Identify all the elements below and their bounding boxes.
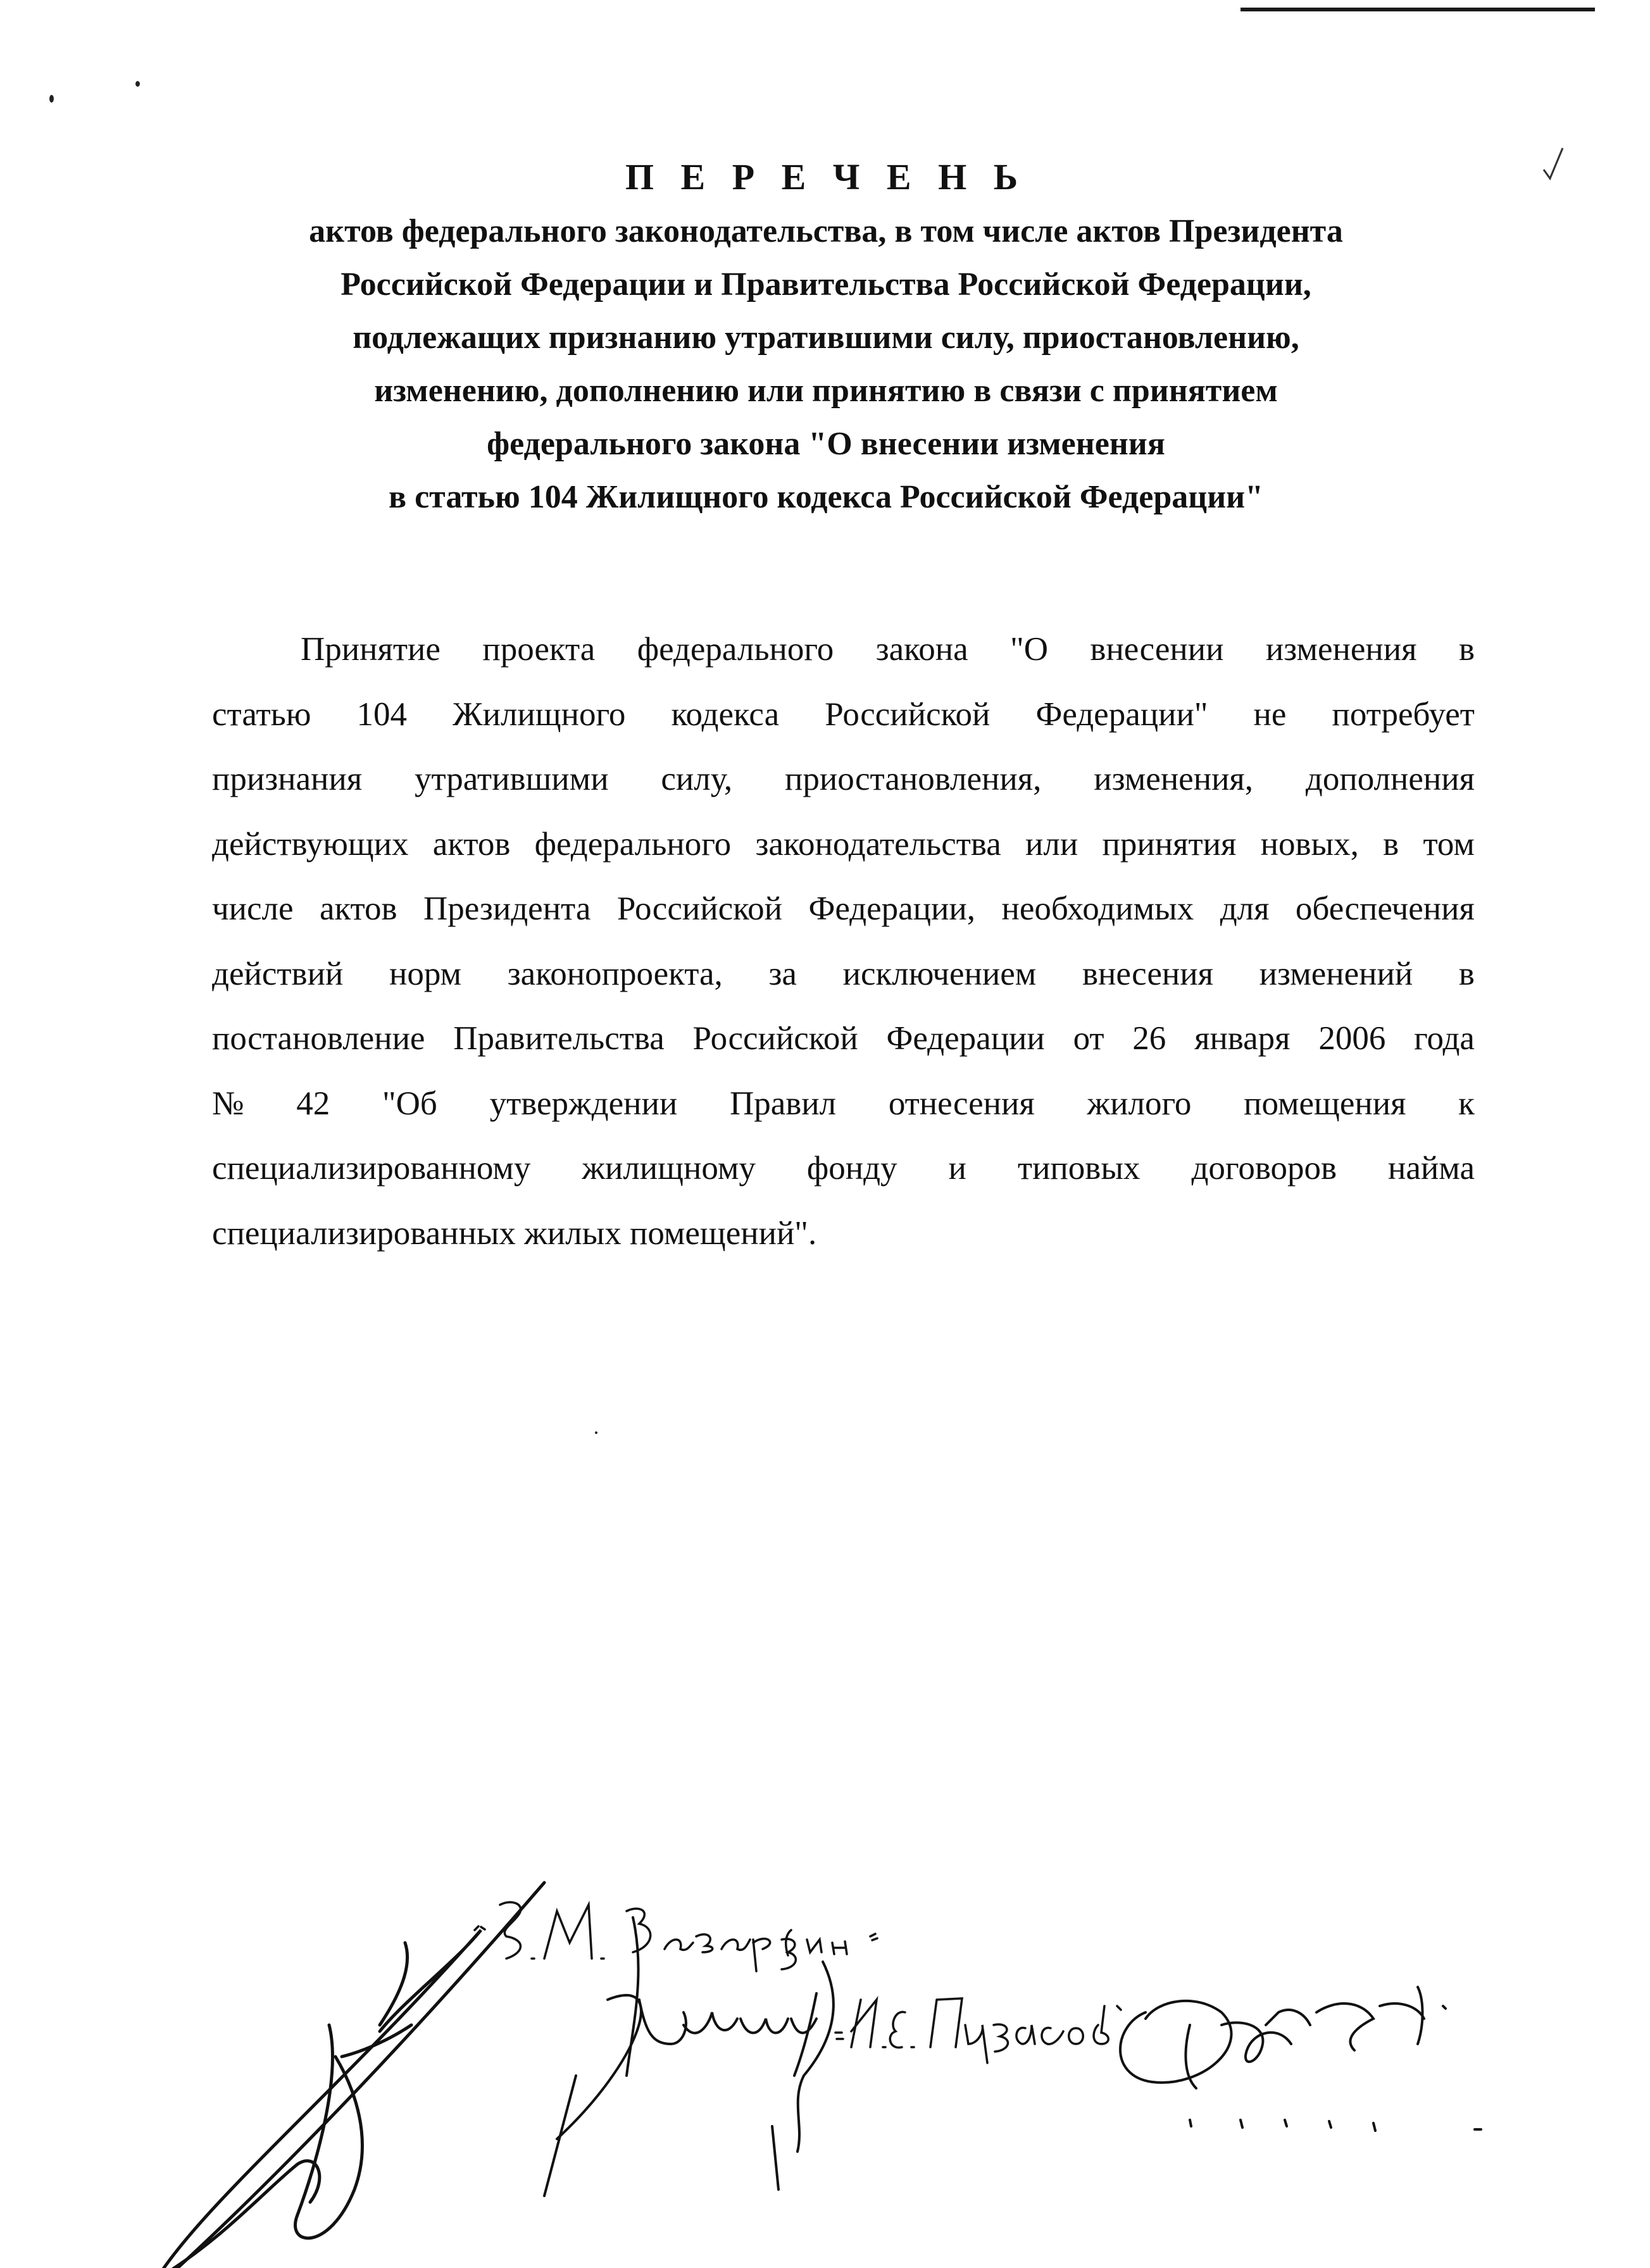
- signature-block: [0, 1835, 1650, 2268]
- body-word: изменений: [1259, 955, 1413, 992]
- body-word: "О: [1010, 631, 1048, 668]
- body-word: новых,: [1260, 825, 1359, 863]
- scan-speck: [49, 95, 54, 103]
- body-word: закона: [875, 631, 968, 668]
- body-word: Российской: [825, 695, 991, 733]
- body-word: января: [1194, 1020, 1291, 1057]
- scan-speck: [595, 1431, 597, 1434]
- body-word: обеспечения: [1295, 890, 1475, 927]
- body-paragraph: [212, 617, 1475, 1266]
- body-word: изменения: [1265, 631, 1417, 668]
- body-word: жилищному: [582, 1150, 756, 1187]
- body-word: от: [1073, 1020, 1104, 1057]
- body-word: специализированных жилых помещений".: [212, 1214, 817, 1252]
- body-word: актов: [432, 825, 511, 863]
- title-heading: П Е Р Е Ч Е Н Ь: [625, 156, 1027, 197]
- body-word: необходимых: [1001, 890, 1194, 927]
- body-line: [212, 1006, 1475, 1071]
- body-word: проекта: [482, 631, 596, 668]
- signature-right: [1120, 1987, 1481, 2131]
- check-mark-icon: [1541, 146, 1566, 184]
- body-word: законодательства: [755, 825, 1001, 863]
- body-line: [212, 876, 1475, 942]
- title-line: в статью 104 Жилищного кодекса Российской Федерации": [389, 479, 1263, 515]
- body-line: [212, 617, 1475, 682]
- body-word: изменения,: [1094, 761, 1254, 797]
- body-line: [212, 812, 1475, 877]
- body-word: числе: [212, 890, 294, 927]
- body-word: принятия: [1102, 825, 1237, 863]
- body-word: специализированному: [212, 1150, 531, 1187]
- signature-zavarzin: [146, 1883, 544, 2268]
- signature-puzanov: [544, 1917, 834, 2196]
- body-word: внесении: [1090, 631, 1224, 668]
- body-word: Федерации,: [808, 890, 976, 927]
- body-word: не: [1253, 695, 1287, 733]
- body-word: актов: [319, 890, 397, 927]
- body-word: 104: [356, 695, 408, 733]
- body-word: договоров: [1191, 1150, 1337, 1187]
- body-word: в: [1458, 955, 1475, 992]
- body-word: и: [948, 1150, 966, 1187]
- body-word: за: [768, 955, 797, 992]
- body-word: Российской: [692, 1020, 858, 1057]
- body-word: Федерации": [1035, 695, 1208, 733]
- body-word: Правительства: [453, 1020, 665, 1057]
- body-word: к: [1458, 1085, 1475, 1122]
- body-word: внесения: [1082, 955, 1213, 992]
- body-word: Федерации: [886, 1020, 1045, 1057]
- body-word: потребует: [1332, 695, 1475, 733]
- body-word: законопроекта,: [507, 955, 723, 992]
- document-title: [190, 152, 1462, 524]
- body-word: норм: [389, 955, 462, 992]
- body-word: 26: [1132, 1020, 1166, 1057]
- title-line: федерального закона "О внесении изменения: [487, 426, 1165, 462]
- body-word: исключением: [842, 955, 1037, 992]
- body-word: для: [1220, 890, 1270, 927]
- body-word: жилого: [1087, 1085, 1192, 1122]
- body-word: Российской: [616, 890, 783, 927]
- body-word: №: [212, 1085, 244, 1122]
- body-word: 42: [296, 1085, 330, 1122]
- signature-name-zavarzin: [475, 1902, 877, 1971]
- body-word: силу,: [661, 761, 733, 797]
- body-word: в: [1383, 825, 1399, 863]
- body-line: [212, 1071, 1475, 1137]
- body-word: помещения: [1244, 1085, 1406, 1122]
- body-word: в: [1458, 631, 1475, 668]
- body-word: года: [1414, 1020, 1475, 1057]
- body-line: [212, 1136, 1475, 1201]
- body-word: дополнения: [1305, 761, 1475, 797]
- body-word: федерального: [637, 631, 834, 668]
- body-word: Принятие: [301, 631, 441, 668]
- title-line: актов федерального законодательства, в том числе актов Президента: [309, 213, 1343, 249]
- body-word: утверждении: [489, 1085, 678, 1122]
- body-word: Правил: [729, 1085, 837, 1122]
- body-word: признания: [212, 761, 363, 797]
- body-word: действующих: [212, 825, 409, 863]
- body-line: [212, 682, 1475, 747]
- body-word: кодекса: [671, 695, 780, 733]
- body-word: том: [1423, 825, 1475, 863]
- scan-edge-line: [1241, 8, 1595, 11]
- scan-speck: [135, 81, 140, 87]
- body-word: статью: [212, 695, 311, 733]
- title-line: изменению, дополнению или принятию в связи с принятием: [374, 373, 1278, 409]
- body-word: приостановления,: [784, 761, 1042, 797]
- body-word: "Об: [382, 1085, 437, 1122]
- body-word: фонду: [806, 1150, 897, 1187]
- body-word: найма: [1388, 1150, 1475, 1187]
- body-word: действий: [212, 955, 344, 992]
- body-word: Президента: [423, 890, 591, 927]
- body-word: федерального: [534, 825, 732, 863]
- handwritten-signatures: [0, 1835, 1650, 2268]
- body-line: [212, 942, 1475, 1007]
- body-line: [212, 1201, 1475, 1266]
- body-word: утратившими: [414, 761, 609, 797]
- body-word: 2006: [1318, 1020, 1386, 1057]
- signature-name-puzanov: [835, 1998, 1121, 2063]
- title-line: Российской Федерации и Правительства Российской Федерации,: [341, 266, 1311, 302]
- body-line: [212, 747, 1475, 812]
- body-word: отнесения: [888, 1085, 1035, 1122]
- body-word: Жилищного: [453, 695, 626, 733]
- body-word: или: [1025, 825, 1078, 863]
- title-line: подлежащих признанию утратившими силу, приостановлению,: [353, 320, 1299, 356]
- body-word: постановление: [212, 1020, 425, 1057]
- body-word: типовых: [1017, 1150, 1141, 1187]
